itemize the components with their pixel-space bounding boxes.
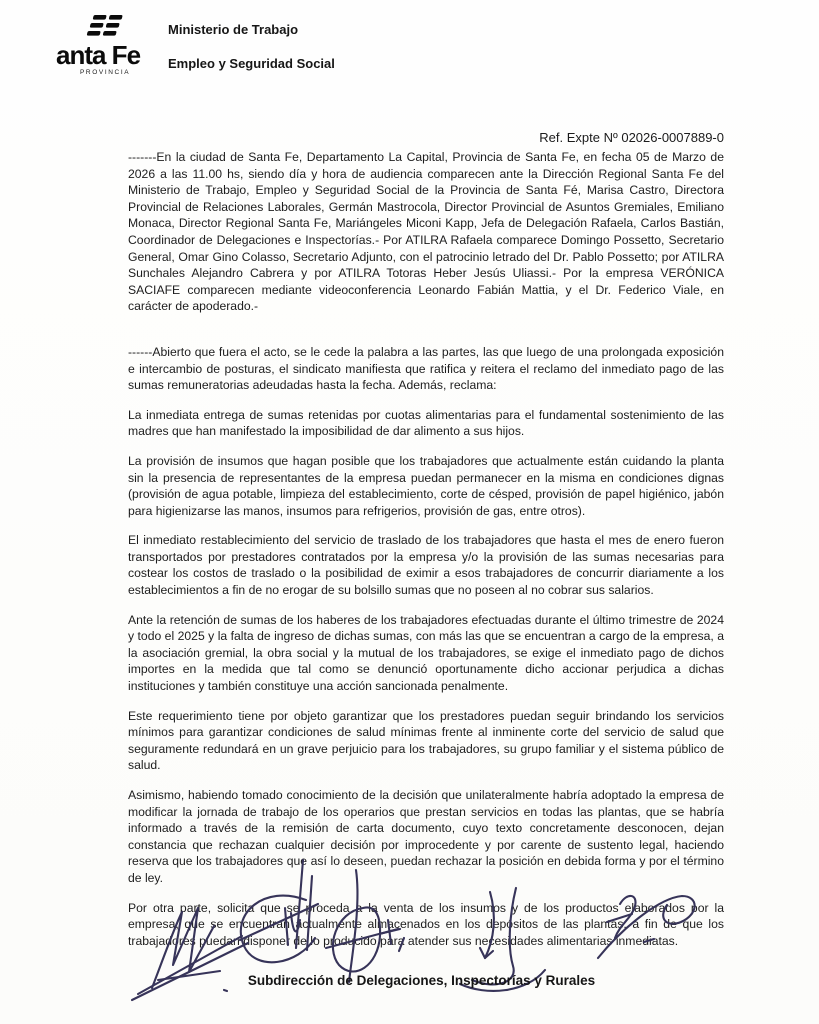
santa-fe-stripes-icon [84,14,126,40]
logo-wordmark: anta Fe [56,40,141,70]
logo-provincia-label: PROVINCIA [80,69,131,76]
paragraph-jornada-trabajo: Asimismo, habiendo tomado conocimiento de la decisión que unilateralmente habría adoptado la empresa de modificar la jornada de trabajo de los operarios que prestan servicios en todas las plantas, que se habría informado a través de la remisión de carta documento, cuyo texto concretamente desconocen, dejan constancia que rechazan cualquier decisión por improcedente y por carente de sustento legal, haciendo reserva que los trabajadores que así lo deseen, puedan rechazar la posición en debida forma y por el término de ley. [128,788,724,885]
issuing-office-label: Subdirección de Delegaciones, Inspectorías y Rurales [247,973,596,988]
santa-fe-provincia-logo [56,14,166,76]
ministry-name: Ministerio de Trabajo [168,22,299,37]
ministry-subtitle: Empleo y Seguridad Social [168,56,335,71]
expediente-reference: Ref. Expte Nº 02026-0007889-0 [539,130,724,145]
ministry-header [168,22,335,71]
signature-6 [598,896,695,958]
paragraph-servicios-salud: Este requerimiento tiene por objeto garantizar que los prestadores puedan seguir brindando los servicios mínimos para garantizar condiciones de salud mínimas frente al inminente corte del servicio de salud que seguramente redundará en un grave perjuicio para los trabajadores, su grupo familiar y el sistema público de salud. [128,708,724,773]
paragraph-acto-abierto: ------Abierto que fuera el acto, se le cede la palabra a las partes, las que luego de una prolongada exposición e intercambio de posturas, el sindicato manifiesta que ratifica y reitera el reclamo del inmediato pago de las sumas remuneratorias adeudadas hasta la fecha. Además, reclama: [128,344,724,393]
paragraph-cuotas-alimentarias: La inmediata entrega de sumas retenidas por cuotas alimentarias para el fundamental sostenimiento de las madres que han manifestado la imposibilidad de dar alimento a sus hijos. [128,407,724,439]
paragraph-provision-insumos: La provisión de insumos que hagan posible que los trabajadores que actualmente están cuidando la planta sin la presencia de representantes de la empresa puedan permanecer en la misma en condiciones dignas (provisión de agua potable, limpieza del establecimiento, corte de césped, provisión de papel higiénico, jabón para higienizarse las manos, insumos para refrigerios, provisión de gas, entre otros). [128,453,724,518]
paragraph-retencion-haberes: Ante la retención de sumas de los haberes de los trabajadores efectuadas durante el último trimestre de 2024 y todo el 2025 y la falta de ingreso de dichas sumas, con más las que se encuentran a cargo de la empresa, a la asociación gremial, la obra social y la mutual de los trabajadores, se exige el inmediato pago de dichos importes en la medida que tal como se denunció oportunamente dicho accionar perjudica a dichas instituciones y también constituye una acción sancionada penalmente. [128,612,724,694]
signature-3 [285,860,312,950]
signature-4 [326,870,404,982]
paragraph-servicio-traslado: El inmediato restablecimiento del servicio de traslado de los trabajadores que hasta el mes de enero fueron transportados por prestadores contratados por la empresa y/o la provisión de las sumas necesarias para costear los costos de traslado o la posibilidad de eximir a esos trabajadores de concurrir diariamente a los establecimientos a fin de no erogar de su bolsillo sumas que no poseen al no cobrar sus salarios. [128,533,724,598]
paragraph-venta-productos: Por otra parte, solicita que se proceda a la venta de los insumos y de los productos elaborados por la empresa, que se encuentran actualmente almacenados en los depósitos de las plantas, a fin de que los trabajadores puedan disponer de lo producido para atender sus necesidades alimentarias inmediatas. [128,900,724,948]
document-body [128,149,724,962]
signature-2 [240,896,318,963]
paragraph-opening: -------En la ciudad de Santa Fe, Departamento La Capital, Provincia de Santa Fe, en fecha 05 de Marzo de 2026 a las 11.00 hs, siendo día y hora de audiencia comparecen ante la Dirección Regional Santa Fe del Ministerio de Trabajo, Empleo y Seguridad Social de la Provincia de Santa Fé, Marisa Castro, Directora Provincial de Relaciones Laborales, Germán Mastrocola, Director Provincial de Asuntos Gremiales, Emiliano Monaca, Director Regional Santa Fe, Mariángeles Miconi Kapp, Jefa de Delegación Rafaela, Carlos Bastián, Coordinador de Delegaciones e Inspectorías.- Por ATILRA Rafaela comparece Domingo Possetto, Secretario General, Omar Gino Colasso, Secretario Adjunto, con el patrocinio letrado del Dr. Pablo Possetto; por ATILRA Sunchales Alejandro Cabrera y por ATILRA Totoras Heber Jesús Uliassi.- Por la empresa VERÓNICA SACIAFE comparecen mediante videoconferencia Leonardo Fabián Mattia, y el Dr. Federico Viale, en carácter de apoderado.- [128,150,724,314]
